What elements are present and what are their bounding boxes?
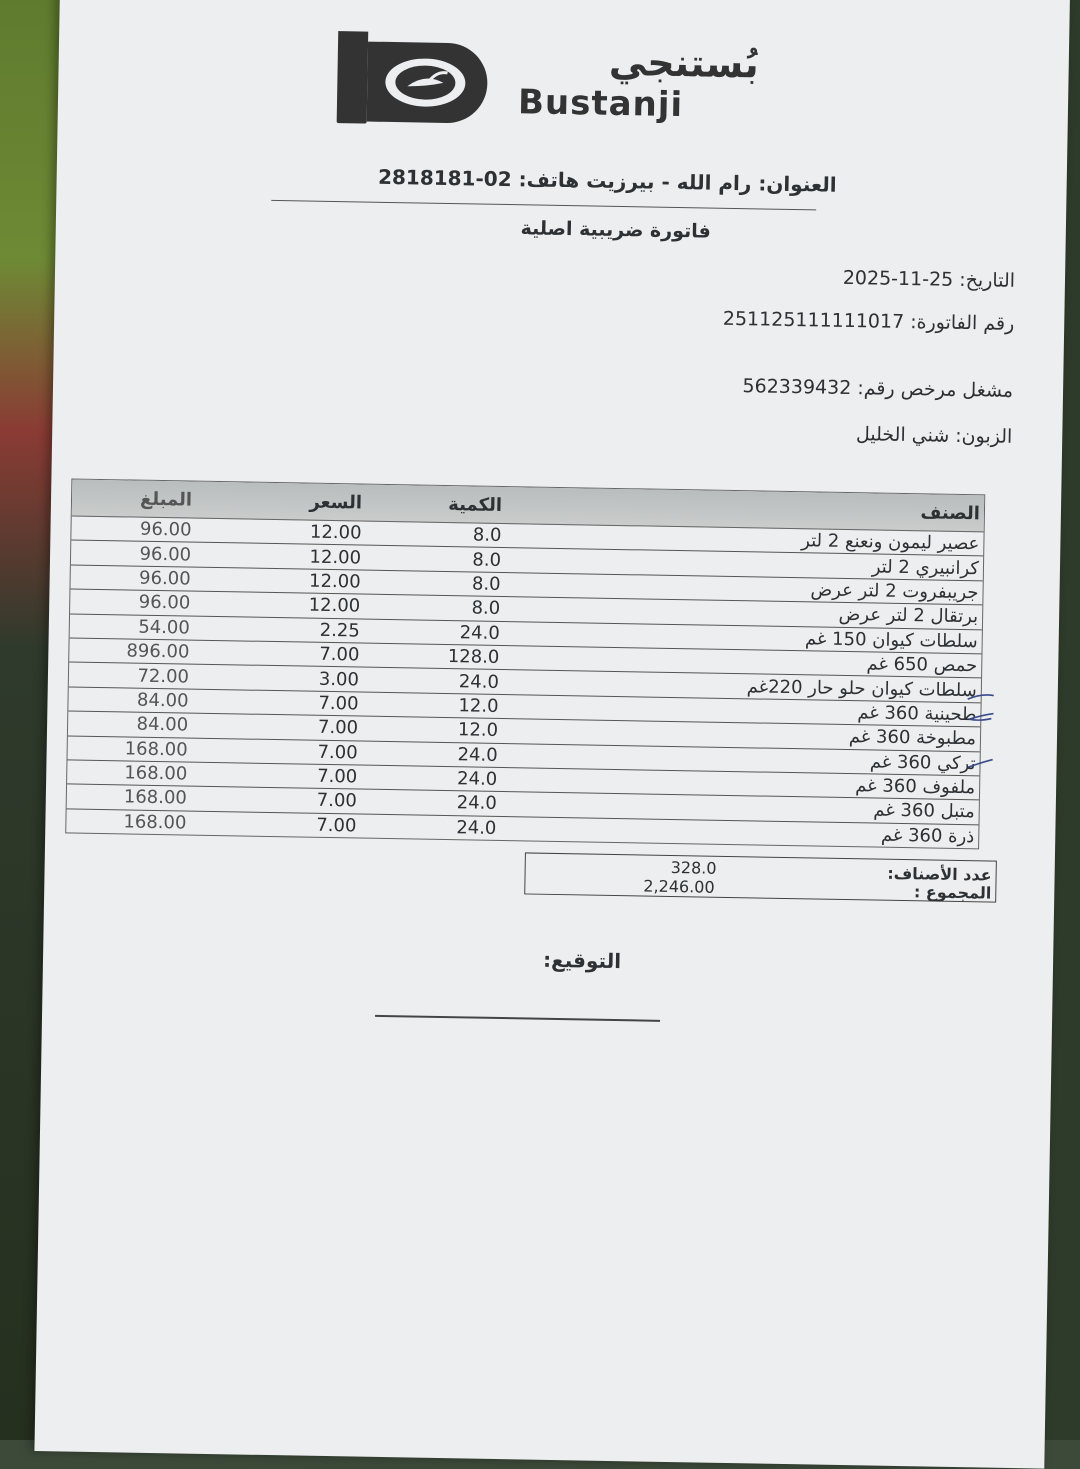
cell-amount: 168.00 xyxy=(123,786,188,810)
cell-price: 7.00 xyxy=(319,643,360,666)
cell-price: 7.00 xyxy=(316,790,357,812)
cell-amount: 84.00 xyxy=(136,713,189,736)
cell-amount: 54.00 xyxy=(138,616,190,639)
table-body xyxy=(66,516,983,848)
cell-amount: 168.00 xyxy=(123,811,187,834)
items-count-label: عدد الأصناف: xyxy=(887,863,992,885)
signature-line xyxy=(375,1015,660,1021)
invoice-paper xyxy=(34,0,1070,1469)
cell-price: 7.00 xyxy=(317,717,359,739)
cell-price: 7.00 xyxy=(317,741,358,764)
header-price: السعر xyxy=(309,491,363,514)
cell-qty: 24.0 xyxy=(456,792,497,815)
cell-amount: 96.00 xyxy=(139,518,192,541)
cell-qty: 24.0 xyxy=(458,670,500,693)
cell-item: سلطات كيوان 150 غم xyxy=(804,628,978,653)
items-count-value: 328.0 xyxy=(670,857,717,878)
cell-item: كرانبيري 2 لتر xyxy=(871,556,980,579)
items-table xyxy=(65,478,985,849)
invoice-title: فاتورة ضريبية اصلية xyxy=(520,217,711,243)
pen-tick-marks xyxy=(964,687,1026,778)
totals-box xyxy=(524,852,997,902)
invoice-number-field: رقم الفاتورة: 251125111111017 xyxy=(722,307,1015,335)
cell-amount: 72.00 xyxy=(137,665,190,688)
cell-price: 12.00 xyxy=(309,546,362,569)
sum-value: 2,246.00 xyxy=(643,876,715,897)
cell-price: 2.25 xyxy=(319,619,360,642)
cell-qty: 24.0 xyxy=(457,743,498,766)
cell-price: 7.00 xyxy=(316,765,358,788)
cell-qty: 8.0 xyxy=(471,573,501,595)
header-qty: الكمية xyxy=(448,493,503,516)
cell-item: ذرة 360 غم xyxy=(880,824,975,848)
cell-qty: 12.0 xyxy=(458,695,499,717)
cell-price: 3.00 xyxy=(318,668,360,691)
cell-item: مطبوخة 360 غم xyxy=(848,726,977,750)
cell-price: 12.00 xyxy=(308,594,361,617)
cell-item: جريبفروت 2 لتر عرض xyxy=(810,579,979,604)
bustanji-b-icon xyxy=(333,31,510,134)
bustanji-logo xyxy=(333,31,765,138)
cell-price: 7.00 xyxy=(316,814,357,837)
cell-qty: 24.0 xyxy=(456,768,498,791)
cell-qty: 24.0 xyxy=(459,622,500,644)
cell-price: 12.00 xyxy=(309,521,362,544)
sum-label: المجموع : xyxy=(913,882,992,903)
cell-item: عصير ليمون ونعنع 2 لتر xyxy=(801,530,980,555)
cell-item: حمص 650 غم xyxy=(866,653,978,677)
signature-label: التوقيع: xyxy=(542,947,622,974)
cell-amount: 168.00 xyxy=(124,762,188,785)
cell-item: سلطات كيوان حلو حار 220غم xyxy=(746,675,978,701)
header-divider xyxy=(271,200,816,211)
cell-item: طحينية 360 غم xyxy=(857,702,977,726)
cell-amount: 96.00 xyxy=(138,567,191,590)
licensed-operator-field: مشغل مرخص رقم: 562339432 xyxy=(742,375,1014,402)
cell-item: متبل 360 غم xyxy=(873,799,975,823)
cell-item: تركي 360 غم xyxy=(869,751,976,774)
cell-amount: 896.00 xyxy=(126,640,190,663)
cell-qty: 8.0 xyxy=(472,524,502,547)
cell-qty: 128.0 xyxy=(447,646,500,669)
date-field: التاريخ: 25-11-2025 xyxy=(842,266,1016,292)
cell-amount: 96.00 xyxy=(139,543,192,566)
logo-latin-text: Bustanji xyxy=(517,82,684,126)
cell-price: 12.00 xyxy=(308,570,361,593)
cell-item: برتقال 2 لتر عرض xyxy=(838,604,979,628)
cell-price: 7.00 xyxy=(318,692,359,715)
customer-field: الزبون: شني الخليل xyxy=(855,423,1013,448)
cell-amount: 84.00 xyxy=(136,689,189,712)
cell-qty: 24.0 xyxy=(456,817,497,839)
cell-qty: 8.0 xyxy=(471,597,501,620)
header-amount: المبلغ xyxy=(139,488,193,511)
cell-amount: 168.00 xyxy=(124,738,188,761)
cell-qty: 8.0 xyxy=(472,549,502,571)
cell-amount: 96.00 xyxy=(138,592,191,614)
address-line: العنوان: رام الله - بيرزيت هاتف: 02-2818181 xyxy=(377,164,837,197)
cell-qty: 12.0 xyxy=(457,719,499,742)
cell-item: ملفوف 360 غم xyxy=(855,775,976,799)
logo-arabic-text: بُستنجي xyxy=(608,39,760,87)
header-item: الصنف xyxy=(920,501,981,524)
